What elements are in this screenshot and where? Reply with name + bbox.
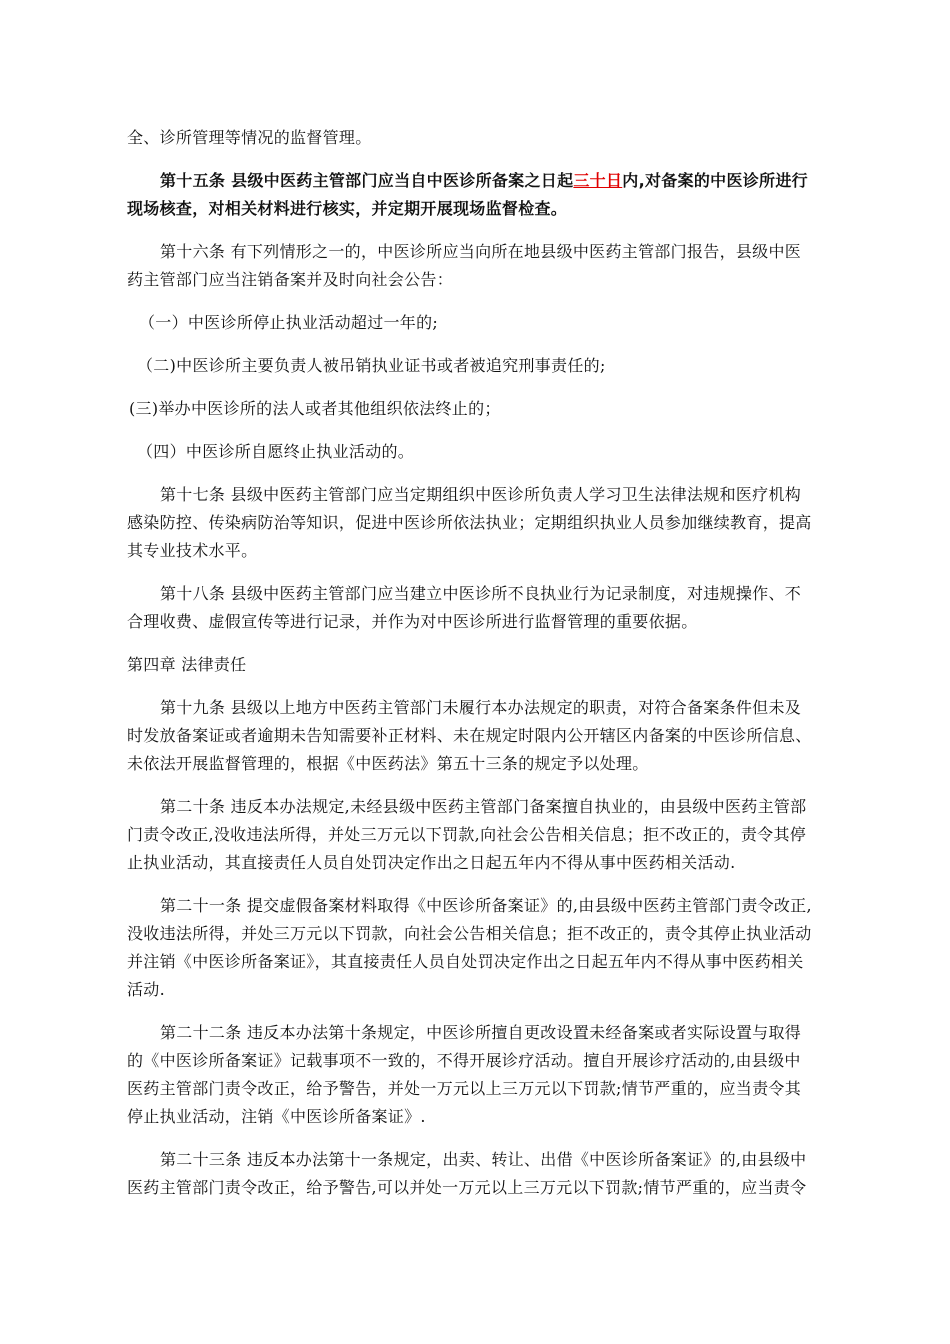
text-line: （四）中医诊所自愿终止执业活动的。 [137,442,415,461]
text-line: 第十六条 有下列情形之一的，中医诊所应当向所在地县级中医药主管部门报告，县级中医 [160,242,802,261]
text-line: 医药主管部门责令改正，给予警告，并处一万元以上三万元以下罚款;情节严重的，应当责令其 [127,1079,801,1098]
article-15-text-post: 内,对备案的中医诊所进行 [622,171,808,190]
text-line: 第二十三条 违反本办法第十一条规定，出卖、转让、出借《中医诊所备案证》的,由县级中 [160,1150,807,1169]
text-line: 第二十条 违反本办法规定,未经县级中医药主管部门备案擅自执业的，由县级中医药主管部 [160,797,807,816]
list-item-2 [127,352,841,380]
text-line: (三)举办中医诊所的法人或者其他组织依法终止的； [129,399,501,418]
article-15 [127,167,841,223]
text-line: 停止执业活动，注销《中医诊所备案证》. [127,1107,426,1126]
article-19 [127,694,841,778]
article-17 [127,481,841,565]
text-line: （一）中医诊所停止执业活动超过一年的; [139,313,439,332]
list-item-3 [127,395,841,423]
paragraph-continuation [127,124,841,152]
article-20 [127,793,841,877]
text-line: 未依法开展监督管理的，根据《中医药法》第五十三条的规定予以处理。 [127,754,649,773]
list-item-1 [127,309,841,337]
article-23 [127,1146,841,1202]
article-16 [127,238,841,294]
text-line: 并注销《中医诊所备案证》，其直接责任人员自处罚决定作出之日起五年内不得从事中医药相关 [127,952,804,971]
text-line: （二)中医诊所主要负责人被吊销执业证书或者被追究刑事责任的; [137,356,606,375]
text-line: 活动. [127,980,165,999]
text-line: 第十九条 县级以上地方中医药主管部门未履行本办法规定的职责，对符合备案条件但未及 [160,698,802,717]
text-line: 医药主管部门责令改正，给予警告,可以并处一万元以上三万元以下罚款;情节严重的，应当责令 [127,1178,807,1197]
text-line: 其专业技术水平。 [127,541,258,560]
list-item-4 [127,438,841,466]
text-line: 第四章 法律责任 [127,655,247,674]
text-line: 合理收费、虚假宣传等进行记录，并作为对中医诊所进行监督管理的重要依据。 [127,612,698,631]
document-body [127,124,841,1217]
text-line: 药主管部门应当注销备案并及时向社会公告： [127,270,454,289]
text-line: 第二十二条 违反本办法第十条规定，中医诊所擅自更改设置未经备案或者实际设置与取得 [160,1023,802,1042]
text-line [127,167,841,195]
chapter-heading [127,651,841,679]
text-line: 的《中医诊所备案证》记载事项不一致的，不得开展诊疗活动。擅自开展诊疗活动的,由县级中 [127,1051,801,1070]
article-18 [127,580,841,636]
text-line: 现场核查，对相关材料进行核实，并定期开展现场监督检查。 [127,199,568,218]
text-line: 时发放备案证或者逾期未告知需要补正材料、未在规定时限内公开辖区内备案的中医诊所信息、 [127,726,812,745]
article-21 [127,892,841,1004]
article-15-text-pre: 第十五条 县级中医药主管部门应当自中医诊所备案之日起 [160,171,574,190]
text-line: 全、诊所管理等情况的监督管理。 [127,128,372,147]
text-line: 没收违法所得，并处三万元以下罚款，向社会公告相关信息；拒不改正的，责令其停止执业活动 [127,924,812,943]
text-line: 止执业活动，其直接责任人员自处罚决定作出之日起五年内不得从事中医药相关活动. [127,853,736,872]
text-line: 感染防控、传染病防治等知识，促进中医诊所依法执业；定期组织执业人员参加继续教育，提高 [127,513,812,532]
text-line: 第二十一条 提交虚假备案材料取得《中医诊所备案证》的,由县级中医药主管部门责令改正, [160,896,812,915]
text-line: 第十八条 县级中医药主管部门应当建立中医诊所不良执业行为记录制度，对违规操作、不 [160,584,802,603]
highlighted-term: 三十日 [573,171,623,190]
article-22 [127,1019,841,1131]
text-line: 门责令改正,没收违法所得，并处三万元以下罚款,向社会公告相关信息；拒不改正的，责令其停 [127,825,807,844]
text-line: 第十七条 县级中医药主管部门应当定期组织中医诊所负责人学习卫生法律法规和医疗机构 [160,485,802,504]
